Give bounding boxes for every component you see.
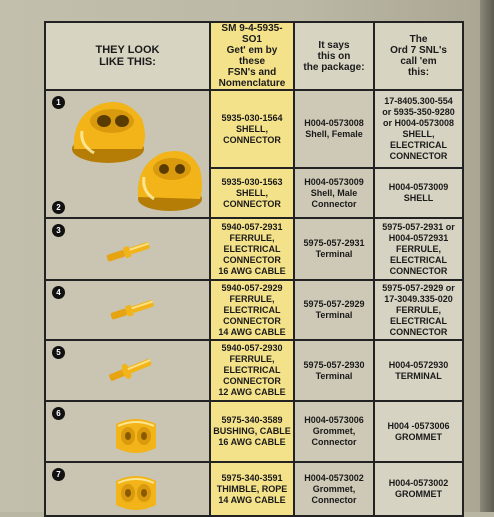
parts-table xyxy=(44,21,464,517)
ord-cell: H004-0572930 TERMINAL xyxy=(374,340,463,401)
package-cell: 5975-057-2930 Terminal xyxy=(294,340,374,401)
header-look: THEY LOOK LIKE THIS: xyxy=(45,22,210,90)
sm-cell: 5975-340-3591 THIMBLE, ROPE 14 AWG CABLE xyxy=(210,462,294,516)
item-number-badge: 5 xyxy=(52,346,65,359)
picture-cell xyxy=(45,401,210,462)
picture-cell xyxy=(45,340,210,401)
sm-cell: 5935-030-1563 SHELL, CONNECTOR xyxy=(210,168,294,218)
sm-cell: 5975-340-3589 BUSHING, CABLE 16 AWG CABLE xyxy=(210,401,294,462)
item-number-badge: 1 xyxy=(52,96,65,109)
ord-cell: H004 -0573006 GROMMET xyxy=(374,401,463,462)
picture-cell xyxy=(45,280,210,340)
ord-cell: 5975-057-2931 or H004-0572931 FERRULE, ELECTRICAL CONNECTOR xyxy=(374,218,463,280)
package-cell: 5975-057-2931 Terminal xyxy=(294,218,374,280)
picture-cell-shells xyxy=(45,90,210,218)
table-row xyxy=(45,340,463,401)
picture-cell xyxy=(45,462,210,516)
bushing-image xyxy=(110,412,162,458)
package-cell: H004-0573002 Grommet, Connector xyxy=(294,462,374,516)
sm-cell: 5935-030-1564 SHELL, CONNECTOR xyxy=(210,90,294,168)
header-row xyxy=(45,22,463,90)
item-number-badge: 4 xyxy=(52,286,65,299)
package-cell: H004-0573008 Shell, Female xyxy=(294,90,374,168)
package-cell: H004-0573009 Shell, Male Connector xyxy=(294,168,374,218)
picture-cell xyxy=(45,218,210,280)
table-row xyxy=(45,90,463,168)
ord-cell: H004-0573009 SHELL xyxy=(374,168,463,218)
package-cell: 5975-057-2929 Terminal xyxy=(294,280,374,340)
table-row xyxy=(45,218,463,280)
header-package: It says this on the package: xyxy=(294,22,374,90)
item-number-badge: 6 xyxy=(52,407,65,420)
item-number-badge: 3 xyxy=(52,224,65,237)
item-number-badge: 2 xyxy=(52,201,65,214)
male-shell-image xyxy=(132,139,206,213)
table-row xyxy=(45,462,463,516)
ord-cell: 5975-057-2929 or 17-3049.335-020 FERRULE, ELECTRICAL CONNECTOR xyxy=(374,280,463,340)
sm-cell: 5940-057-2931 FERRULE, ELECTRICAL CONNECTOR 16 AWG CABLE xyxy=(210,218,294,280)
header-sm: SM 9-4-5935-SO1 Get' em by these FSN's and Nomenclature xyxy=(210,22,294,90)
table-row xyxy=(45,280,463,340)
header-ord: The Ord 7 SNL's call 'em this: xyxy=(374,22,463,90)
ord-cell: 17-8405.300-554 or 5935-350-9280 or H004-0573008 SHELL, ELECTRICAL CONNECTOR xyxy=(374,90,463,168)
thimble-image xyxy=(110,469,162,515)
ferrule-image xyxy=(104,239,154,263)
package-cell: H004-0573006 Grommet, Connector xyxy=(294,401,374,462)
ferrule-image xyxy=(106,355,156,383)
book-spine xyxy=(480,0,494,512)
sm-cell: 5940-057-2929 FERRULE, ELECTRICAL CONNECTOR 14 AWG CABLE xyxy=(210,280,294,340)
item-number-badge: 7 xyxy=(52,468,65,481)
ord-cell: H004-0573002 GROMMET xyxy=(374,462,463,516)
sm-cell: 5940-057-2930 FERRULE, ELECTRICAL CONNECTOR 12 AWG CABLE xyxy=(210,340,294,401)
ferrule-image xyxy=(108,297,158,321)
table-row xyxy=(45,401,463,462)
